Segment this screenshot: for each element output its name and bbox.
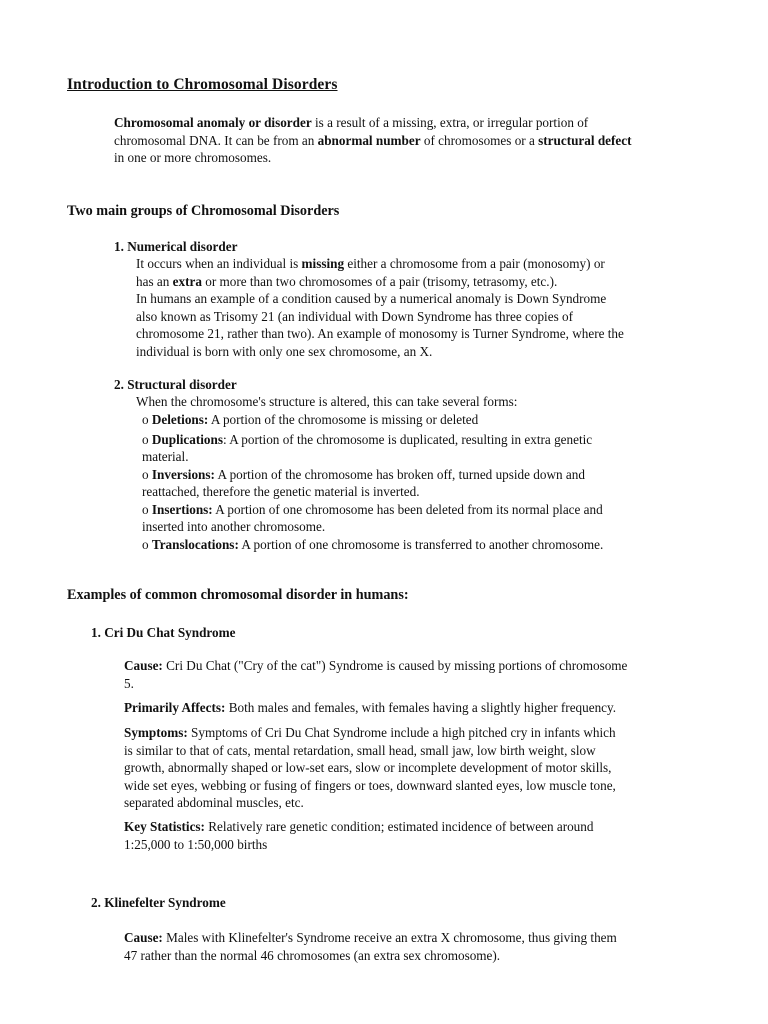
numerical-line-2 bbox=[136, 273, 624, 291]
list-item-term: Duplications bbox=[151, 431, 223, 447]
list-item-text: A portion of the chromosome has broken off, turned upside down and bbox=[214, 466, 585, 482]
kline-cause bbox=[124, 929, 617, 964]
cri-stats-line-2: 1:25,000 to 1:50,000 births bbox=[124, 836, 268, 852]
intro-line-2 bbox=[114, 132, 632, 150]
cri-symptoms-label: Symptoms: bbox=[124, 725, 188, 740]
numerical-text: either a chromosome from a pair (monosomy) or bbox=[344, 256, 605, 271]
list-item-deletions bbox=[142, 411, 603, 429]
intro-line-3: in one or more chromosomes. bbox=[114, 150, 272, 165]
kline-cause-line-2: 47 rather than the normal 46 chromosomes (an extra sex chromosome). bbox=[124, 947, 501, 963]
numerical-line-6: individual is born with only one sex chromosome, an X. bbox=[136, 343, 433, 359]
cri-cause-text: Cri Du Chat ("Cry of the cat") Syndrome is caused by missing portions of chromosome bbox=[162, 658, 628, 673]
list-item-term: Insertions: bbox=[151, 501, 213, 517]
cri-affects-label: Primarily Affects: bbox=[124, 700, 226, 715]
list-item-translocations bbox=[142, 536, 603, 554]
cri-symptoms-line-4: wide set eyes, webbing or fusing of fingers or toes, downward slanted eyes, low muscle tone, bbox=[124, 777, 616, 793]
intro-bold: abnormal number bbox=[317, 132, 421, 148]
bullet-glyph: o bbox=[142, 412, 149, 427]
list-item-inversions-cont: reattached, therefore the genetic material is inverted. bbox=[142, 484, 420, 499]
intro-bold: structural defect bbox=[538, 132, 632, 148]
numerical-paragraph bbox=[136, 255, 624, 360]
list-item-term: Translocations: bbox=[151, 536, 239, 552]
kline-cause-label: Cause: bbox=[124, 930, 163, 945]
intro-line-1 bbox=[114, 114, 632, 132]
cri-stats-text: Relatively rare genetic condition; estimated incidence of between around bbox=[204, 819, 594, 834]
list-item-text: A portion of one chromosome has been deleted from its normal place and bbox=[212, 501, 603, 517]
cri-stats-label: Key Statistics: bbox=[124, 819, 205, 834]
cri-stats-line-1 bbox=[124, 818, 593, 836]
numerical-line-1 bbox=[136, 255, 624, 273]
numerical-line-4: also known as Trisomy 21 (an individual with Down Syndrome has three copies of bbox=[136, 308, 573, 324]
cri-symptoms-text: Symptoms of Cri Du Chat Syndrome include a high pitched cry in infants which bbox=[187, 725, 616, 740]
list-item-term: Deletions: bbox=[151, 412, 209, 427]
cri-symptoms-line-5: separated abdominal muscles, etc. bbox=[124, 795, 304, 810]
numerical-line-3: In humans an example of a condition caused by a numerical anomaly is Down Syndrome bbox=[136, 291, 607, 306]
intro-text: chromosomal DNA. It can be from an bbox=[114, 132, 318, 148]
list-item-duplications bbox=[142, 431, 603, 449]
cri-cause-label: Cause: bbox=[124, 658, 163, 673]
cri-symptoms-line-2: is similar to that of cats, mental retardation, small head, small jaw, low birth weight, slow bbox=[124, 742, 596, 758]
list-item-insertions-cont: inserted into another chromosome. bbox=[142, 519, 326, 534]
cri-cause-line-2: 5. bbox=[124, 675, 134, 691]
bullet-glyph: o bbox=[142, 536, 149, 552]
list-item-inversions bbox=[142, 466, 603, 484]
numerical-text: It occurs when an individual is bbox=[136, 256, 302, 271]
kline-cause-line-1 bbox=[124, 929, 617, 947]
cri-symptoms bbox=[124, 724, 616, 812]
intro-text: of chromosomes or a bbox=[420, 132, 539, 148]
intro-term: Chromosomal anomaly or disorder bbox=[114, 115, 312, 130]
structural-heading: 2. Structural disorder bbox=[114, 377, 237, 392]
list-item-text: A portion of one chromosome is transferred to another chromosome. bbox=[238, 536, 604, 552]
page-title: Introduction to Chromosomal Disorders bbox=[67, 76, 338, 93]
intro-text: is a result of a missing, extra, or irregular portion of bbox=[311, 115, 589, 130]
numerical-bold: missing bbox=[301, 256, 345, 271]
numerical-bold: extra bbox=[172, 273, 202, 289]
groups-heading: Two main groups of Chromosomal Disorders bbox=[67, 203, 340, 219]
bullet-glyph: o bbox=[142, 501, 149, 517]
cri-affects-text: Both males and females, with females having a slightly higher frequency. bbox=[225, 700, 617, 715]
cri-symptoms-line-3: growth, abnormally shaped or low-set ears, slow or incomplete development of motor skills, bbox=[124, 760, 612, 775]
bullet-glyph: o bbox=[142, 466, 149, 482]
numerical-text: has an bbox=[136, 273, 173, 289]
list-item-duplications-cont: material. bbox=[142, 449, 189, 464]
structural-intro: When the chromosome's structure is altered, this can take several forms: bbox=[136, 394, 518, 409]
structural-list bbox=[142, 411, 603, 553]
numerical-heading: 1. Numerical disorder bbox=[114, 239, 238, 254]
kline-cause-text: Males with Klinefelter's Syndrome receive an extra X chromosome, thus giving them bbox=[162, 930, 617, 945]
list-item-insertions bbox=[142, 501, 603, 519]
cri-cause-line-1 bbox=[124, 657, 627, 675]
examples-heading: Examples of common chromosomal disorder in humans: bbox=[67, 587, 409, 603]
cri-cause bbox=[124, 657, 627, 692]
cri-symptoms-line-1 bbox=[124, 724, 616, 742]
cri-affects-line bbox=[124, 699, 616, 717]
cri-heading: 1. Cri Du Chat Syndrome bbox=[91, 625, 236, 640]
numerical-text: or more than two chromosomes of a pair (trisomy, tetrasomy, etc.). bbox=[201, 273, 558, 289]
cri-affects bbox=[124, 699, 616, 717]
cri-stats bbox=[124, 818, 593, 853]
list-item-term: Inversions: bbox=[151, 466, 215, 482]
kline-heading: 2. Klinefelter Syndrome bbox=[91, 895, 226, 910]
list-item-text: A portion of the chromosome is missing or deleted bbox=[208, 412, 479, 427]
list-item-text: : A portion of the chromosome is duplicated, resulting in extra genetic bbox=[222, 431, 593, 447]
bullet-glyph: o bbox=[142, 431, 149, 447]
intro-paragraph bbox=[114, 114, 632, 167]
numerical-line-5: chromosome 21, rather than two). An example of monosomy is Turner Syndrome, where the bbox=[136, 326, 624, 341]
